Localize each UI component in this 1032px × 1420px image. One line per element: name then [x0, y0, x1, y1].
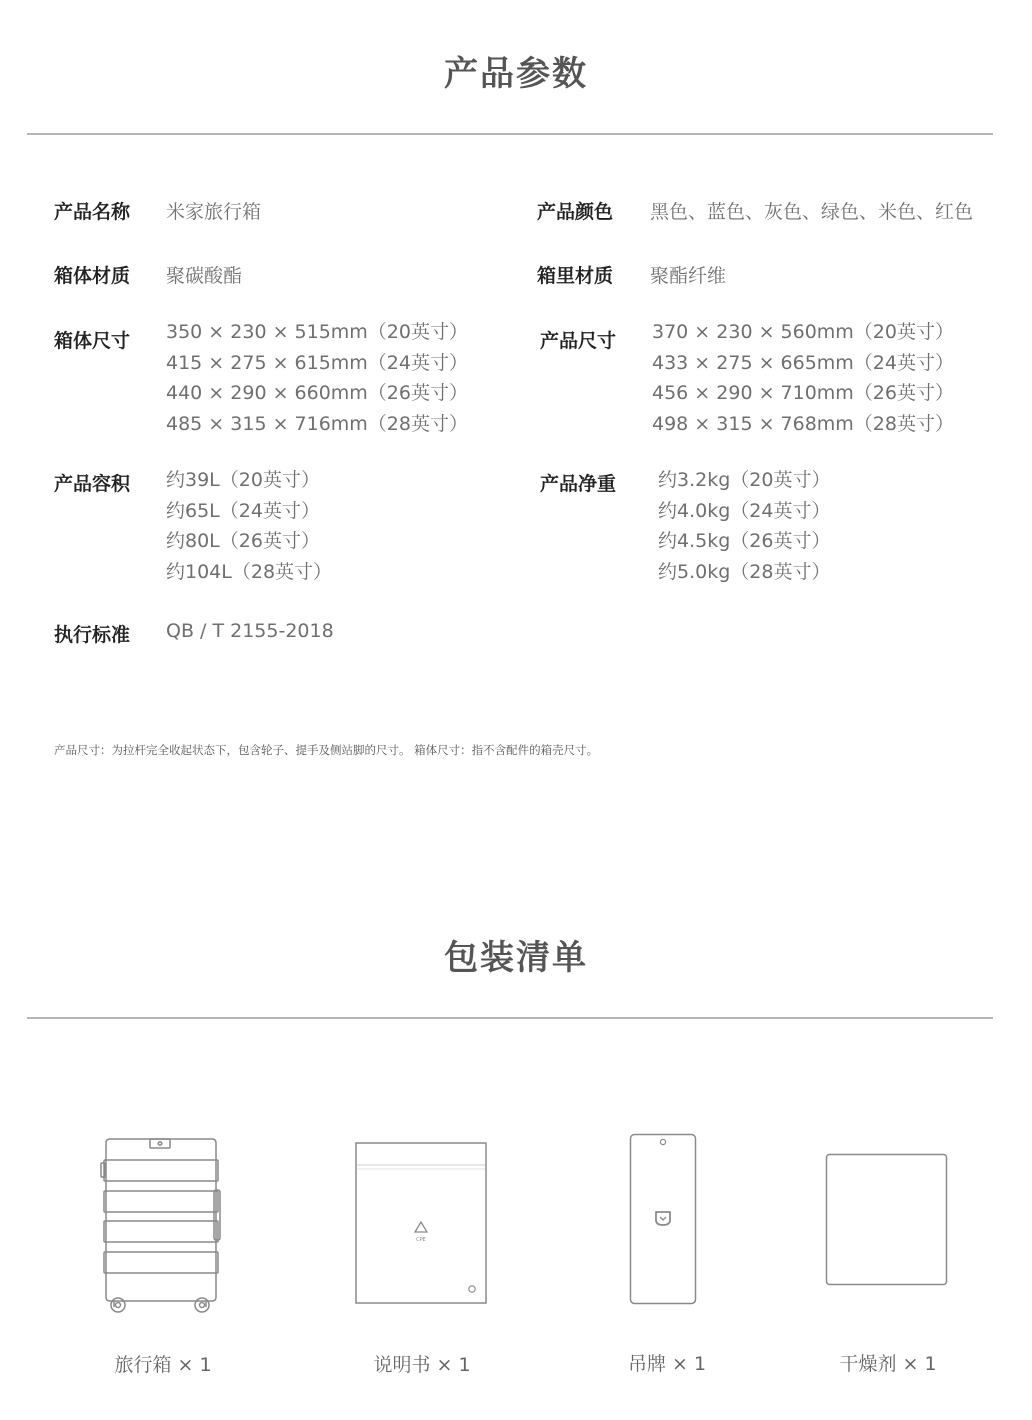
pack-item-hang-tag-label: 吊牌 × 1	[627, 1353, 707, 1375]
volume-line: 约104L（28英寸）	[166, 560, 333, 583]
params-divider	[27, 133, 993, 135]
standard-value: QB / T 2155-2018	[166, 620, 334, 642]
params-title: 产品参数	[444, 54, 588, 94]
volume-line: 约39L（20英寸）	[166, 469, 320, 491]
size-footnote: 产品尺寸：为拉杆完全收起状态下，包含轮子、提手及侧站脚的尺寸。 箱体尺寸：指不含配件的箱壳尺寸。	[54, 743, 599, 757]
product-size-line: 370 × 230 × 560mm（20英寸）	[652, 321, 954, 343]
volume-values	[166, 465, 332, 587]
box-size-values	[166, 317, 468, 439]
weight-values	[658, 465, 830, 587]
material-label: 箱体材质	[54, 265, 131, 287]
pack-item-suitcase-label: 旅行箱 × 1	[114, 1354, 212, 1376]
desiccant-icon	[825, 1153, 949, 1287]
material-value: 聚碳酸酯	[166, 265, 243, 287]
product-size-values	[652, 317, 954, 439]
svg-text:CPE: CPE	[416, 1237, 426, 1243]
pack-item-manual-label: 说明书 × 1	[373, 1354, 471, 1376]
product-size-line: 433 × 275 × 665mm（24英寸）	[652, 351, 954, 374]
box-size-line: 415 × 275 × 615mm（24英寸）	[166, 351, 468, 374]
weight-line: 约5.0kg（28英寸）	[658, 560, 831, 583]
package-divider	[27, 1017, 993, 1019]
weight-line: 约4.5kg（26英寸）	[658, 530, 831, 552]
box-size-label: 箱体尺寸	[54, 330, 131, 352]
name-label: 产品名称	[54, 201, 131, 223]
box-size-line: 485 × 315 × 716mm（28英寸）	[166, 412, 468, 435]
product-size-line: 498 × 315 × 768mm（28英寸）	[652, 412, 954, 435]
color-label: 产品颜色	[537, 201, 614, 223]
box-size-line: 350 × 230 × 515mm（20英寸）	[166, 321, 468, 343]
manual-icon	[355, 1142, 489, 1306]
product-size-line: 456 × 290 × 710mm（26英寸）	[652, 382, 954, 404]
weight-line: 约3.2kg（20英寸）	[658, 469, 831, 491]
box-size-line: 440 × 290 × 660mm（26英寸）	[166, 382, 468, 404]
volume-line: 约65L（24英寸）	[166, 499, 320, 522]
hang-tag-icon	[629, 1133, 697, 1307]
weight-label: 产品净重	[540, 473, 617, 495]
volume-line: 约80L（26英寸）	[166, 530, 320, 552]
lining-value: 聚酯纤维	[650, 265, 727, 287]
package-title: 包装清单	[444, 938, 588, 978]
suitcase-icon	[100, 1135, 222, 1317]
volume-label: 产品容积	[54, 473, 131, 495]
name-value: 米家旅行箱	[166, 201, 262, 223]
product-size-label: 产品尺寸	[540, 330, 617, 352]
lining-label: 箱里材质	[537, 265, 614, 287]
standard-label: 执行标准	[54, 624, 131, 646]
color-value: 黑色、蓝色、灰色、绿色、米色、红色	[650, 201, 974, 223]
pack-item-desiccant-label: 干燥剂 × 1	[839, 1353, 937, 1375]
weight-line: 约4.0kg（24英寸）	[658, 499, 831, 522]
